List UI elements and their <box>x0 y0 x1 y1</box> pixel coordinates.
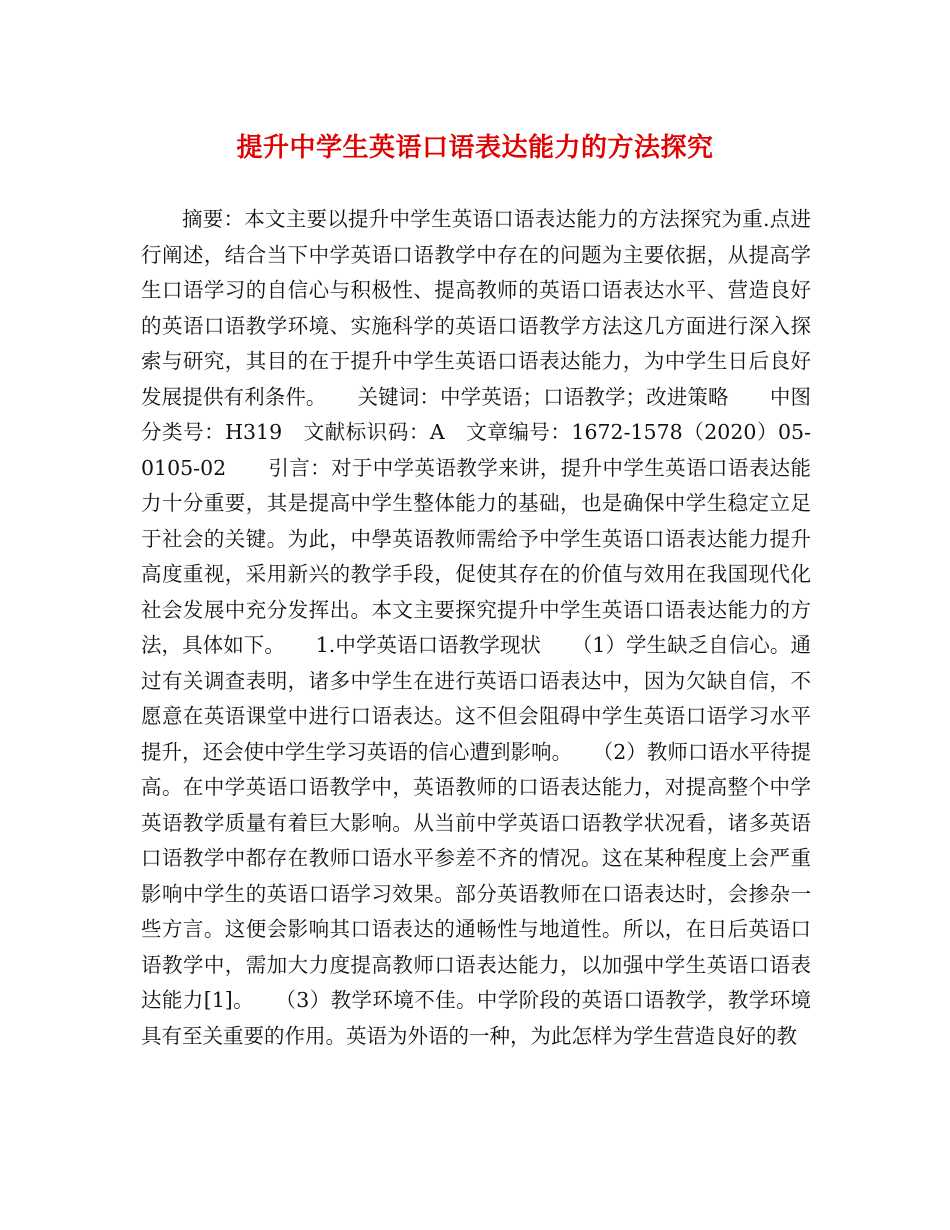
document-title: 提升中学生英语口语表达能力的方法探究 <box>236 133 714 163</box>
document-body: 摘要：本文主要以提升中学生英语口语表达能力的方法探究为重.点进行阐述，结合当下中学英语口语教学中存在的问题为主要依据，从提高学生口语学习的自信心与积极性、提高教师的英语口语表达水平、营造良好的英语口语教学环境、实施科学的英语口语教学方法这几方面进行深入探索与研究，其目的在于提升中学生英语口语表达能力，为中学生日后良好发展提供有利条件。 关键词：中学英语；口语教学；改进策略 中图分类号：H319 文献标识码：A 文章编号：1672-1578（2020）05-0105-02 引言：对于中学英语教学来讲，提升中学生英语口语表达能力十分重要，其是提高中学生整体能力的基础，也是确保中学生稳定立足于社会的关键。为此，中學英语教师需给予中学生英语口语表达能力提升高度重视，采用新兴的教学手段，促使其存在的价值与效用在我国现代化社会发展中充分发挥出。本文主要探究提升中学生英语口语表达能力的方法，具体如下。 1.中学英语口语教学现状 （1）学生缺乏自信心。通过有关调查表明，诸多中学生在进行英语口语表达中，因为欠缺自信，不愿意在英语课堂中进行口语表达。这不但会阻碍中学生英语口语学习水平提升，还会使中学生学习英语的信心遭到影响。 （2）教师口语水平待提高。在中学英语口语教学中，英语教师的口语表达能力，对提高整个中学英语教学质量有着巨大影响。从当前中学英语口语教学状况看，诸多英语口语教学中都存在教师口语水平参差不齐的情况。这在某种程度上会严重影响中学生的英语口语学习效果。部分英语教师在口语表达时，会掺杂一些方言。这便会影响其口语表达的通畅性与地道性。所以，在日后英语口语教学中，需加大力度提高教师口语表达能力，以加强中学生英语口语表达能力[1]。 （3）教学环境不佳。中学阶段的英语口语教学，教学环境具有至关重要的作用。英语为外语的一种，为此怎样为学生营造良好的教 <box>141 207 811 1048</box>
